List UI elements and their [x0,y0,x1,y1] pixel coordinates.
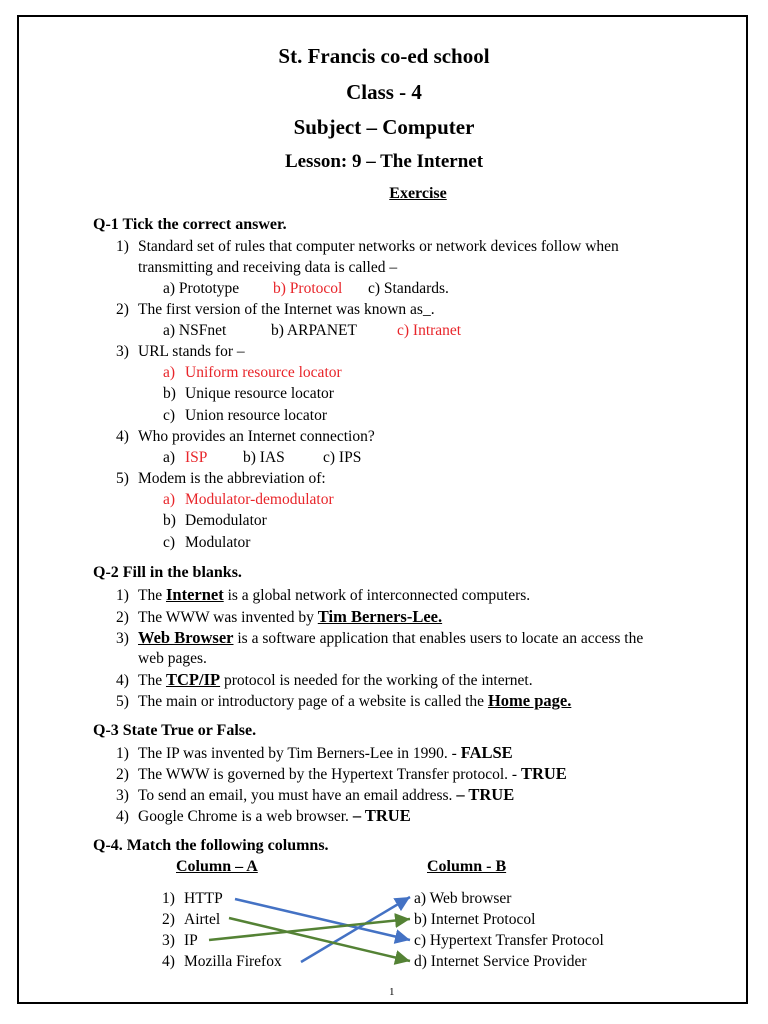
lesson-title: Lesson: 9 – The Internet [284,151,484,172]
q1-item-1-option-a: a) Prototype [163,280,240,297]
column-a-item: 2) Airtel [162,911,221,928]
q1-item-4-option-a: a) ISP [163,449,208,466]
q3-answer-1: FALSE [460,743,513,762]
q1-item-1-option-c: c) Standards. [368,280,449,297]
q2-answer-1: Internet [165,585,224,604]
q1-item-2-option-c: c) Intranet [397,322,462,339]
q1-item-3-option-b: b) Unique resource locator [163,385,334,402]
q3-item-4: 4) Google Chrome is a web browser. – TRUE [116,806,411,825]
column-a-item: 1) HTTP [162,890,223,907]
column-b-header: Column - B [427,858,507,875]
q2-heading: Q-2 Fill in the blanks. [93,564,242,581]
q3-answer-2: TRUE [520,764,567,783]
q1-item-4: 4) Who provides an Internet connection? [116,428,375,445]
q4-heading: Q-4. Match the following columns. [93,837,329,854]
q3-answer-4: – TRUE [352,806,411,825]
q1-item-2: 2) The first version of the Internet was known as_. [116,301,435,318]
column-a-item: 4) Mozilla Firefox [162,953,282,970]
q1-item-1: 1) Standard set of rules that computer networks or network devices follow when [116,238,619,255]
q1-item-4-option-c: c) IPS [323,449,362,466]
q1-item-5-option-b: b) Demodulator [163,512,267,529]
subject-title: Subject – Computer [293,115,475,139]
q3-item-3: 3) To send an email, you must have an email address. – TRUE [116,785,515,804]
q2-item-5: 5) The main or introductory page of a website is called the Home page. [116,691,572,710]
q2-item-2: 2) The WWW was invented by Tim Berners-Lee. [116,607,443,626]
q2-answer-5: Home page. [487,691,572,710]
column-a-header: Column – A [176,858,258,875]
q2-answer-3: Web Browser [138,628,234,647]
column-b-item: c) Hypertext Transfer Protocol [414,932,604,949]
q3-answer-3: – TRUE [456,785,515,804]
q1-item-1-option-b: b) Protocol [273,280,343,297]
q1-item-1-line2: transmitting and receiving data is called – [138,259,398,276]
q1-item-3-option-a: a) Uniform resource locator [163,364,342,381]
q1-item-3-option-c: c) Union resource locator [163,407,328,424]
q2-item-3-line2: web pages. [138,650,207,667]
column-b-item: b) Internet Protocol [414,911,536,928]
page-number: 1 [389,986,395,998]
q1-item-5-option-a: a) Modulator-demodulator [163,491,334,508]
q1-item-5: 5) Modem is the abbreviation of: [116,470,326,487]
q1-item-3: 3) URL stands for – [116,343,245,360]
school-name: St. Francis co-ed school [278,44,490,68]
q2-answer-4: TCP/IP [165,670,221,689]
q1-item-5-option-c: c) Modulator [163,534,251,551]
q1-item-4-option-b: b) IAS [243,449,285,466]
q2-answer-2: Tim Berners-Lee. [317,607,443,626]
q1-heading: Q-1 Tick the correct answer. [93,216,287,233]
q1-item-2-option-a: a) NSFnet [163,322,227,339]
column-a-item: 3) IP [162,932,198,949]
q3-heading: Q-3 State True or False. [93,722,257,739]
q1-item-2-option-b: b) ARPANET [271,322,357,339]
q3-item-1: 1) The IP was invented by Tim Berners-Lee in 1990. - FALSE [116,743,513,762]
q3-item-2: 2) The WWW is governed by the Hypertext Transfer protocol. - TRUE [116,764,567,783]
column-b-item: d) Internet Service Provider [414,953,587,970]
exercise-heading: Exercise [389,185,447,202]
q2-item-1: 1) The Internet is a global network of interconnected computers. [116,585,531,604]
q2-item-4: 4) The TCP/IP protocol is needed for the working of the internet. [116,670,533,689]
match-line-airtel [229,918,410,961]
column-b-item: a) Web browser [414,890,512,907]
q2-item-3: 3) Web Browser is a software application that enables users to locate an access the [116,628,644,647]
class-title: Class - 4 [346,80,422,104]
